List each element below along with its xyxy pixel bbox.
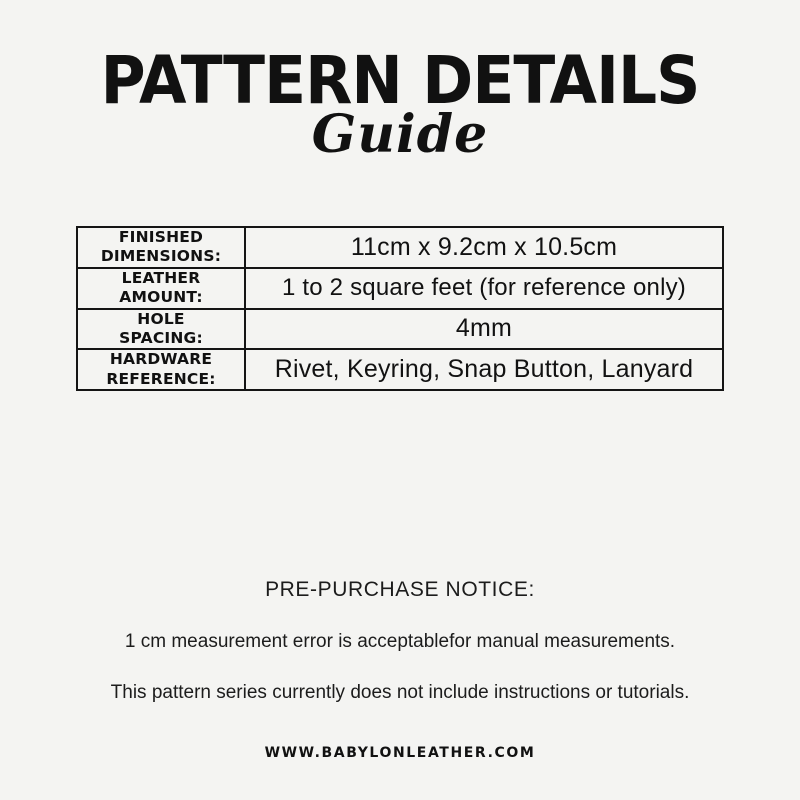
row-value-hole-spacing: 4mm bbox=[245, 309, 723, 350]
label-line-1: HARDWARE bbox=[109, 350, 213, 369]
label-line-1: FINISHED bbox=[118, 228, 204, 246]
pre-purchase-notice bbox=[0, 578, 800, 704]
label-line-2: REFERENCE: bbox=[106, 369, 216, 388]
footer-website: WWW.BABYLONLEATHER.COM bbox=[264, 745, 536, 761]
label-line-2: DIMENSIONS: bbox=[100, 247, 222, 266]
row-label-leather-amount bbox=[77, 268, 245, 309]
row-value-finished-dimensions: 11cm x 9.2cm x 10.5cm bbox=[245, 227, 723, 268]
page-subtitle-script: Guide bbox=[311, 104, 489, 165]
label-line-1: HOLE bbox=[137, 309, 185, 328]
label-line-1: LEATHER bbox=[121, 268, 201, 287]
table-row bbox=[77, 349, 723, 390]
details-table bbox=[76, 226, 724, 391]
title-block bbox=[0, 0, 800, 198]
row-label-hardware-reference bbox=[77, 349, 245, 390]
notice-heading: PRE-PURCHASE NOTICE: bbox=[265, 578, 535, 601]
table-row bbox=[77, 268, 723, 309]
details-table-wrapper bbox=[76, 226, 724, 391]
label-line-2: SPACING: bbox=[119, 328, 203, 347]
row-value-leather-amount: 1 to 2 square feet (for reference only) bbox=[245, 268, 723, 309]
row-label-finished-dimensions bbox=[77, 227, 245, 268]
label-line-2: AMOUNT: bbox=[119, 288, 203, 307]
notice-line-1: 1 cm measurement error is acceptablefor manual measurements. bbox=[124, 631, 676, 652]
page-title: PATTERN DETAILS bbox=[100, 42, 700, 119]
table-row bbox=[77, 227, 723, 268]
table-row bbox=[77, 309, 723, 350]
row-value-hardware-reference: Rivet, Keyring, Snap Button, Lanyard bbox=[245, 349, 723, 390]
notice-line-2: This pattern series currently does not include instructions or tutorials. bbox=[110, 682, 690, 703]
row-label-hole-spacing bbox=[77, 309, 245, 350]
